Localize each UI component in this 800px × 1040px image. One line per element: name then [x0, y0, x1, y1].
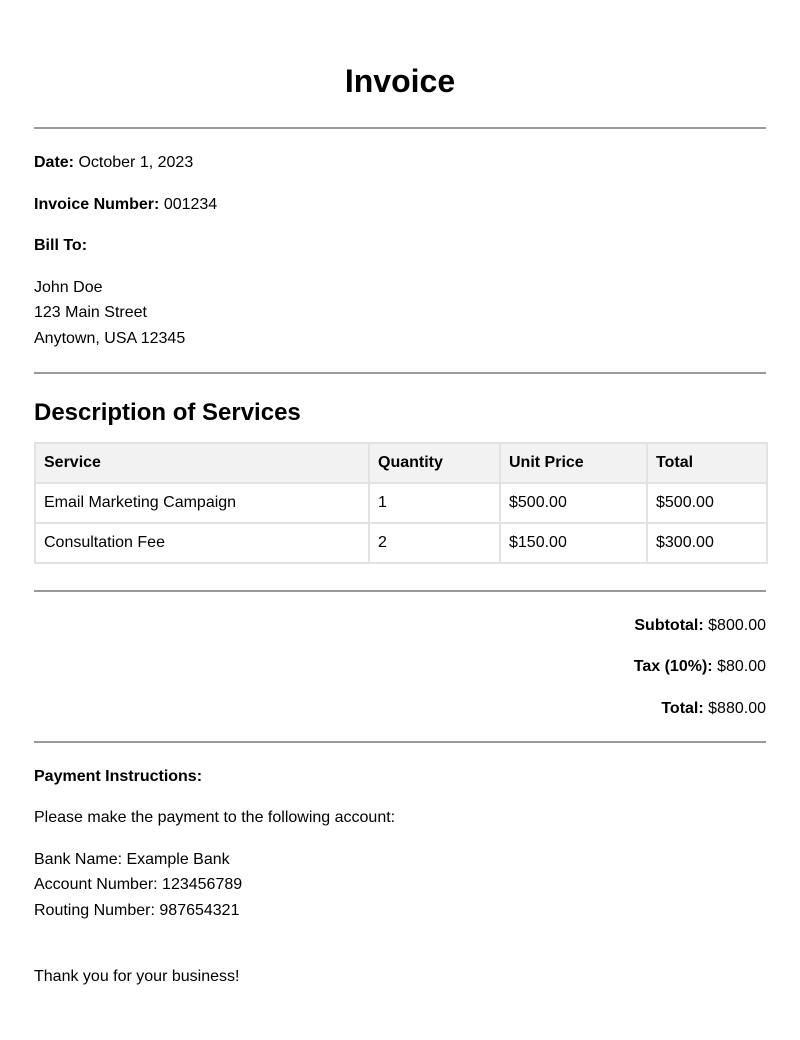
bill-to-line: [34, 236, 87, 256]
services-title: Description of Services: [34, 399, 301, 426]
cell-total: $500.00: [647, 483, 767, 523]
bank-name: Bank Name: Example Bank: [34, 851, 230, 868]
divider: [34, 590, 766, 592]
subtotal-line: [634, 616, 766, 636]
cell-total: $300.00: [647, 523, 767, 563]
total-line: [661, 699, 766, 719]
invoice-number-label: Invoice Number:: [34, 196, 160, 213]
routing-number: Routing Number: 987654321: [34, 902, 240, 919]
cell-unit-price: $150.00: [500, 523, 647, 563]
services-table: [34, 442, 768, 564]
table-header-row: [35, 443, 767, 483]
total-label: Total:: [661, 700, 704, 717]
bill-to-street: 123 Main Street: [34, 304, 147, 321]
column-header-unit-price: Unit Price: [500, 443, 647, 483]
thank-you-note: Thank you for your business!: [34, 968, 240, 985]
cell-service: Email Marketing Campaign: [35, 483, 369, 523]
column-header-service: Service: [35, 443, 369, 483]
page-title: Invoice: [344, 63, 456, 99]
invoice-number-line: [34, 195, 217, 215]
tax-label: Tax (10%):: [633, 658, 713, 675]
column-header-total: Total: [647, 443, 767, 483]
table-row: [35, 523, 767, 563]
total-value: $880.00: [708, 700, 766, 717]
cell-service: Consultation Fee: [35, 523, 369, 563]
tax-value: $80.00: [717, 658, 766, 675]
payment-instructions-label: Payment Instructions:: [34, 768, 203, 785]
date-label: Date:: [34, 154, 75, 171]
date-value: October 1, 2023: [78, 154, 194, 171]
cell-unit-price: $500.00: [500, 483, 647, 523]
date-line: [34, 153, 193, 173]
bill-to-name: John Doe: [34, 279, 103, 296]
divider: [34, 372, 766, 374]
column-header-quantity: Quantity: [369, 443, 500, 483]
tax-line: [634, 657, 766, 677]
divider: [34, 741, 766, 743]
table-row: [35, 483, 767, 523]
account-number: Account Number: 123456789: [34, 876, 243, 893]
bill-to-label: Bill To:: [34, 237, 88, 254]
bill-to-city: Anytown, USA 12345: [34, 330, 186, 347]
cell-quantity: 1: [369, 483, 500, 523]
cell-quantity: 2: [369, 523, 500, 563]
divider: [34, 127, 766, 129]
payment-intro: Please make the payment to the following account:: [34, 809, 396, 826]
invoice-number-value: 001234: [163, 196, 218, 213]
subtotal-value: $800.00: [708, 617, 766, 634]
subtotal-label: Subtotal:: [634, 617, 704, 634]
